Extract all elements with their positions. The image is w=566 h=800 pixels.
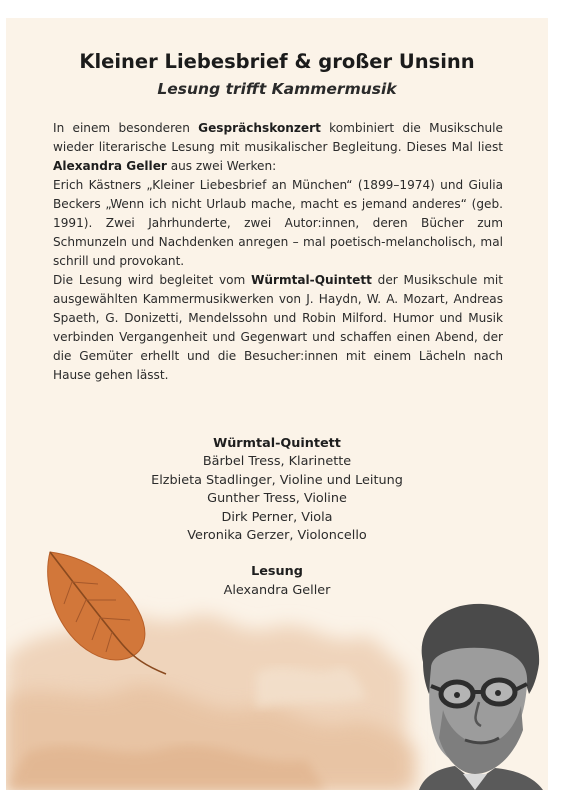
ensemble-heading: Würmtal-Quintett (213, 436, 341, 451)
reading-heading: Lesung (251, 564, 303, 580)
ensemble-member: Elzbieta Stadlinger, Violine und Leitung (151, 472, 403, 488)
ensemble-member: Bärbel Tress, Klarinette (202, 454, 352, 470)
intro-text-2: kombiniert die Musikschule wieder literarische Lesung mit musikalischer Begleitung. Dieses Mal liest (53, 121, 503, 154)
flyer-subtitle: Lesung trifft Kammermusik (157, 80, 397, 98)
ensemble-member: Veronika Gerzer, Violoncello (187, 528, 367, 544)
reader-name-highlight: Alexandra Geller (53, 159, 167, 173)
music-paragraph (53, 271, 503, 385)
event-description (53, 119, 503, 385)
works-paragraph: Erich Kästners „Kleiner Liebesbrief an München“ (1899–1974) und Giulia Beckers „Wenn ich nicht Urlaub mache, macht es jemand anderes“ (geb. 1991). Zwei Jahrhunderte, zwei Autor:innen, deren Bücher zum Schmunzeln und Nachdenken anregen – mal poetisch-melancholisch, mal schrill und provokant. (53, 178, 503, 268)
ensemble-member: Gunther Tress, Violine (207, 491, 347, 507)
music-text-1: Die Lesung wird begleitet vom (53, 273, 252, 287)
concert-format-highlight: Gesprächskonzert (198, 121, 321, 135)
flyer-title: Kleiner Liebesbrief & großer Unsinn (79, 50, 475, 73)
flyer-page (6, 18, 548, 790)
ensemble-member: Dirk Perner, Viola (221, 509, 333, 525)
intro-text-1: In einem besonderen (53, 121, 199, 135)
intro-paragraph (53, 119, 503, 176)
ensemble-name-highlight: Würmtal-Quintett (251, 273, 372, 287)
author-portrait-icon (383, 598, 548, 790)
music-text-2: der Musikschule mit ausgewählten Kammermusikwerken von J. Haydn, W. A. Mozart, Andreas Spaeth, G. Donizetti, Mendelssohn und Robin Milford. Humor und Musik verbinden Vergangenheit und Gegenwart und schaffen einen Abend, der die Gemüter erhellt und die Besucher:innen mit einem Lächeln nach Hause gehen lässt. (53, 273, 503, 382)
reading-name: Alexandra Geller (223, 582, 331, 598)
autumn-leaf-icon (42, 548, 172, 678)
intro-text-3: aus zwei Werken: (166, 159, 277, 173)
